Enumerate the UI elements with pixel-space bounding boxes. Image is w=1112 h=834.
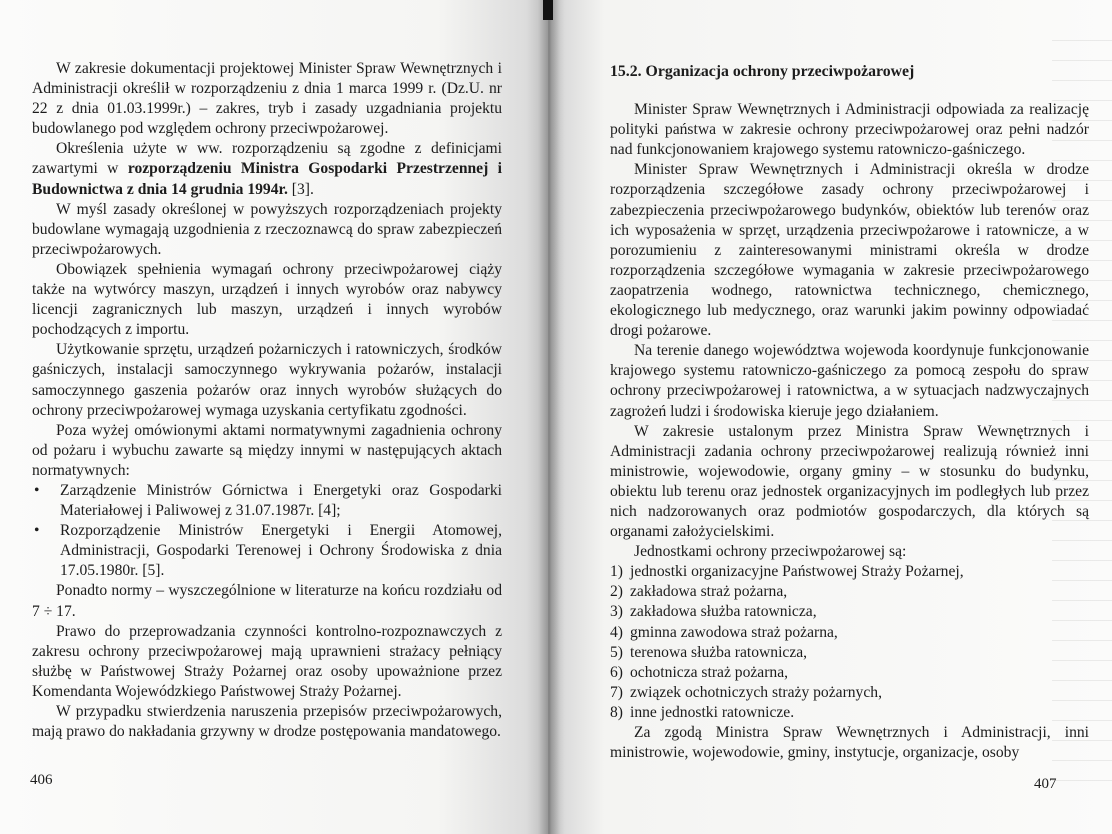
paragraph: Ponadto normy – wyszczególnione w literaturze na końcu rozdziału od 7 ÷ 17.	[32, 582, 502, 620]
page-number-left: 406	[30, 772, 53, 788]
gutter-shadow	[543, 0, 553, 20]
list-item-text: jednostki organizacyjne Państwowej Straży Pożarnej,	[630, 563, 964, 581]
list-item-text: terenowa służba ratownicza,	[630, 643, 808, 661]
paragraph: Użytkowanie sprzętu, urządzeń pożarniczych i ratowniczych, środków gaśniczych, instalacji samoczynnego wykrywania pożarów, instalacji samoczynnego gaszenia pożarów oraz innych wyrobów służących do ochrony przeciwpożarowej wymaga uzyskania certyfikatu zgodności.	[32, 341, 502, 419]
list-number: 8)	[610, 703, 623, 721]
paragraph: Minister Spraw Wewnętrznych i Administracji odpowiada za realizację polityki państwa w zakresie ochrony przeciwpożarowej oraz pełni nadzór nad funkcjonowaniem krajowego systemu ratowniczo-gaśniczego.	[610, 101, 1089, 159]
list-number: 6)	[610, 663, 623, 681]
definitions-text-before: Określenia użyte w ww. rozporządzeniu są zgodne z definicjami zawartymi w	[32, 140, 502, 178]
paragraph: Jednostkami ochrony przeciwpożarowej są:	[634, 543, 907, 561]
list-number: 5)	[610, 643, 623, 661]
paragraph: W myśl zasady określonej w powyższych rozporządzeniach projekty budowlane wymagają uzgodnienia z rzeczoznawcą do spraw zabezpieczeń przeciwpożarowych.	[32, 200, 502, 258]
left-page-text	[32, 59, 502, 742]
right-page	[548, 0, 1112, 834]
paragraph: Za zgodą Ministra Spraw Wewnętrznych i Administracji, inni ministrowie, wojewodowie, gminy, instytucje, organizacje, osoby	[610, 724, 1089, 762]
list-item	[610, 623, 1089, 643]
list-item-text: związek ochotniczych straży pożarnych,	[630, 683, 882, 701]
list-item	[610, 562, 1089, 582]
paragraph: Obowiązek spełnienia wymagań ochrony przeciwpożarowej ciąży także na wytwórcy maszyn, urządzeń i innych wyrobów oraz nabywcy licencji zagranicznych lub maszyn, urządzeń i innych wyrobów pochodzących z importu.	[32, 260, 502, 339]
list-item-text: inne jednostki ratownicze.	[630, 703, 795, 721]
book-gutter	[538, 0, 560, 834]
list-item-text: zakładowa straż pożarna,	[630, 583, 788, 601]
list-number: 2)	[610, 583, 623, 601]
regulation-citation: rozporządzeniu Ministra Gospodarki Przestrzennej i Budownictwa z dnia 14 grudnia 1994r.	[32, 160, 502, 198]
left-page	[0, 0, 548, 834]
list-number: 4)	[610, 623, 623, 641]
list-item-text: gminna zawodowa straż pożarna,	[630, 623, 838, 641]
paragraph: W zakresie dokumentacji projektowej Minister Spraw Wewnętrznych i Administracji określił w rozporządzeniu z dnia 1 marca 1999 r. (Dz.U. nr 22 z dnia 01.03.1999r.) – zakres, tryb i zasady uzgadniania projektu budowlanego pod względem ochrony przeciwpożarowej.	[32, 60, 502, 138]
list-item	[610, 602, 1089, 622]
list-item-text: Zarządzenie Ministrów Górnictwa i Energetyki oraz Gospodarki Materiałowej i Paliwowej z 31.07.1987r. [4];	[60, 481, 502, 520]
list-number: 7)	[610, 683, 623, 701]
page-number-right: 407	[1034, 776, 1057, 792]
list-item	[610, 663, 1089, 683]
paragraph: W zakresie ustalonym przez Ministra Spraw Wewnętrznych i Administracji zadania ochrony przeciwpożarowej realizują również inni ministrowie, wojewodowie, organy gminy – w stosunku do budynku, obiektu lub terenu oraz jednostek organizacyjnych im podległych lub przez nich nadzorowanych oraz podmiotów gospodarczych, dla których są organami założycielskimi.	[610, 422, 1089, 541]
list-item-text: zakładowa służba ratownicza,	[630, 603, 817, 621]
definitions-text-after: [3].	[287, 180, 314, 198]
paragraph: Prawo do przeprowadzania czynności kontrolno-rozpoznawczych z zakresu ochrony przeciwpożarowej mają uprawnieni strażacy pełniący służbę w Państwowej Straży Pożarnej oraz osoby upoważnione przez Komendanta Wojewódzkiego Państwowej Straży Pożarnej.	[32, 622, 502, 700]
list-item	[610, 582, 1089, 602]
list-item-text: ochotnicza straż pożarna,	[630, 663, 789, 681]
list-number: 3)	[610, 603, 623, 621]
paragraph: Minister Spraw Wewnętrznych i Administracji określa w drodze rozporządzenia szczegółowe zasady ochrony przeciwpożarowej i zabezpieczenia przeciwpożarowego budynków, obiektów lub terenów oraz ich wyposażenia w sprzęt, urządzenia przeciwpożarowe i ratownicze, a w porozumieniu z zainteresowanymi ministrami określa w drodze rozporządzenia szczegółowe wymagania w zakresie przeciwpożarowego zaopatrzenia wodnego, ratownictwa technicznego, chemicznego, ekologicznego lub medycznego, oraz warunki jakim powinny odpowiadać drogi pożarowe.	[610, 161, 1089, 340]
list-item	[32, 481, 502, 521]
fire-protection-units-list	[610, 562, 1089, 723]
bullet-icon: •	[34, 481, 40, 499]
list-item	[610, 643, 1089, 663]
normative-acts-list	[32, 481, 502, 581]
section-heading: 15.2. Organizacja ochrony przeciwpożarowej	[610, 63, 915, 80]
list-item	[610, 703, 1089, 723]
bullet-icon: •	[34, 522, 40, 540]
paragraph: W przypadku stwierdzenia naruszenia przepisów przeciwpożarowych, mają prawo do nakładania grzywny w drodze postępowania mandatowego.	[32, 703, 502, 741]
list-item-text: Rozporządzenie Ministrów Energetyki i Energii Atomowej, Administracji, Gospodarki Terenowej i Ochrony Środowiska z dnia 17.05.1980r. [5].	[60, 522, 502, 580]
list-number: 1)	[610, 563, 623, 581]
definitions-paragraph	[32, 139, 502, 199]
paragraph: Poza wyżej omówionymi aktami normatywnymi zagadnienia ochrony od pożaru i wybuchu zawarte są między innymi w następujących aktach normatywnych:	[32, 421, 502, 479]
paragraph: Na terenie danego województwa wojewoda koordynuje funkcjonowanie krajowego systemu ratowniczo-gaśniczego za pomocą zespołu do spraw ochrony przeciwpożarowej i ratownictwa, a w sytuacjach nadzwyczajnych zagrożeń ludzi i środowiska kieruje jego działaniem.	[610, 342, 1089, 420]
right-page-text	[610, 62, 1089, 763]
list-item	[610, 683, 1089, 703]
list-item	[32, 521, 502, 581]
